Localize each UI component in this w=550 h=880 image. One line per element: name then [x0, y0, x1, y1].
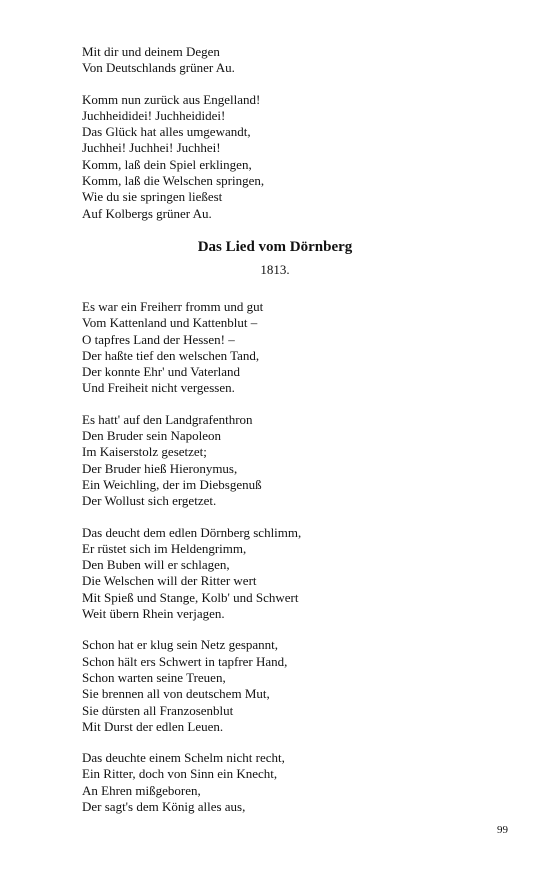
verse-line: Mit Spieß und Stange, Kolb' und Schwert [82, 589, 299, 605]
verse-line: O tapfres Land der Hessen! – [82, 331, 235, 347]
stanza [82, 525, 522, 623]
verse-line: Ein Ritter, doch von Sinn ein Knecht, [82, 766, 278, 782]
verse-line: Der konnte Ehr' und Vaterland [82, 364, 241, 380]
verse-line: Schon hält ers Schwert in tapfrer Hand, [82, 653, 288, 669]
poem-year: 1813. [260, 261, 290, 277]
verse-line: Juchhei! Juchhei! Juchhei! [82, 140, 221, 156]
page-number: 99 [497, 824, 508, 836]
stanza [82, 412, 522, 510]
page-content [82, 44, 522, 830]
stanza [82, 750, 522, 815]
stanza [82, 637, 522, 735]
verse-line: Sie brennen all von deutschem Mut, [82, 686, 270, 702]
verse-line: Den Bruder sein Napoleon [82, 428, 221, 444]
verse-line: Wie du sie springen ließest [82, 189, 223, 205]
verse-line: Es war ein Freiherr fromm und gut [82, 298, 264, 314]
verse-line: Der Wollust sich ergetzet. [82, 493, 217, 509]
verse-line: Weit übern Rhein verjagen. [82, 606, 225, 622]
stanza [82, 92, 522, 222]
verse-line: Die Welschen will der Ritter wert [82, 573, 257, 589]
verse-line: Den Buben will er schlagen, [82, 557, 230, 573]
verse-line: Sie dürsten all Franzosenblut [82, 702, 234, 718]
verse-line: Der Bruder hieß Hieronymus, [82, 460, 238, 476]
verse-line: Schon warten seine Treuen, [82, 669, 226, 685]
verse-line: Der haßte tief den welschen Tand, [82, 347, 260, 363]
verse-line: Schon hat er klug sein Netz gespannt, [82, 637, 279, 653]
verse-line: Von Deutschlands grüner Au. [82, 60, 235, 76]
poem-title: Das Lied vom Dörnberg [197, 238, 353, 255]
verse-line: Komm, laß die Welschen springen, [82, 173, 265, 189]
verse-line: Mit dir und deinem Degen [82, 44, 220, 59]
stanza [82, 299, 522, 397]
verse-line: An Ehren mißgeboren, [82, 782, 201, 798]
stanza [82, 44, 522, 77]
verse-line: Und Freiheit nicht vergessen. [82, 380, 235, 396]
verse-line: Im Kaiserstolz gesetzet; [82, 444, 207, 460]
verse-line: Das Glück hat alles umgewandt, [82, 124, 251, 140]
verse-line: Das deuchte einem Schelm nicht recht, [82, 750, 285, 766]
verse-line: Vom Kattenland und Kattenblut – [82, 315, 258, 331]
verse-line: Er rüstet sich im Heldengrimm, [82, 540, 247, 556]
verse-line: Ein Weichling, der im Diebsgenuß [82, 476, 262, 492]
verse-line: Der sagt's dem König alles aus, [82, 798, 246, 814]
poem-body [82, 299, 522, 815]
previous-poem-ending [82, 44, 522, 222]
verse-line: Es hatt' auf den Landgrafenthron [82, 411, 253, 427]
verse-line: Komm, laß dein Spiel erklingen, [82, 156, 252, 172]
verse-line: Komm nun zurück aus Engelland! [82, 91, 261, 107]
verse-line: Juchheididei! Juchheididei! [82, 107, 226, 123]
verse-line: Mit Durst der edlen Leuen. [82, 718, 224, 734]
verse-line: Das deucht dem edlen Dörnberg schlimm, [82, 524, 302, 540]
verse-line: Auf Kolbergs grüner Au. [82, 205, 212, 221]
